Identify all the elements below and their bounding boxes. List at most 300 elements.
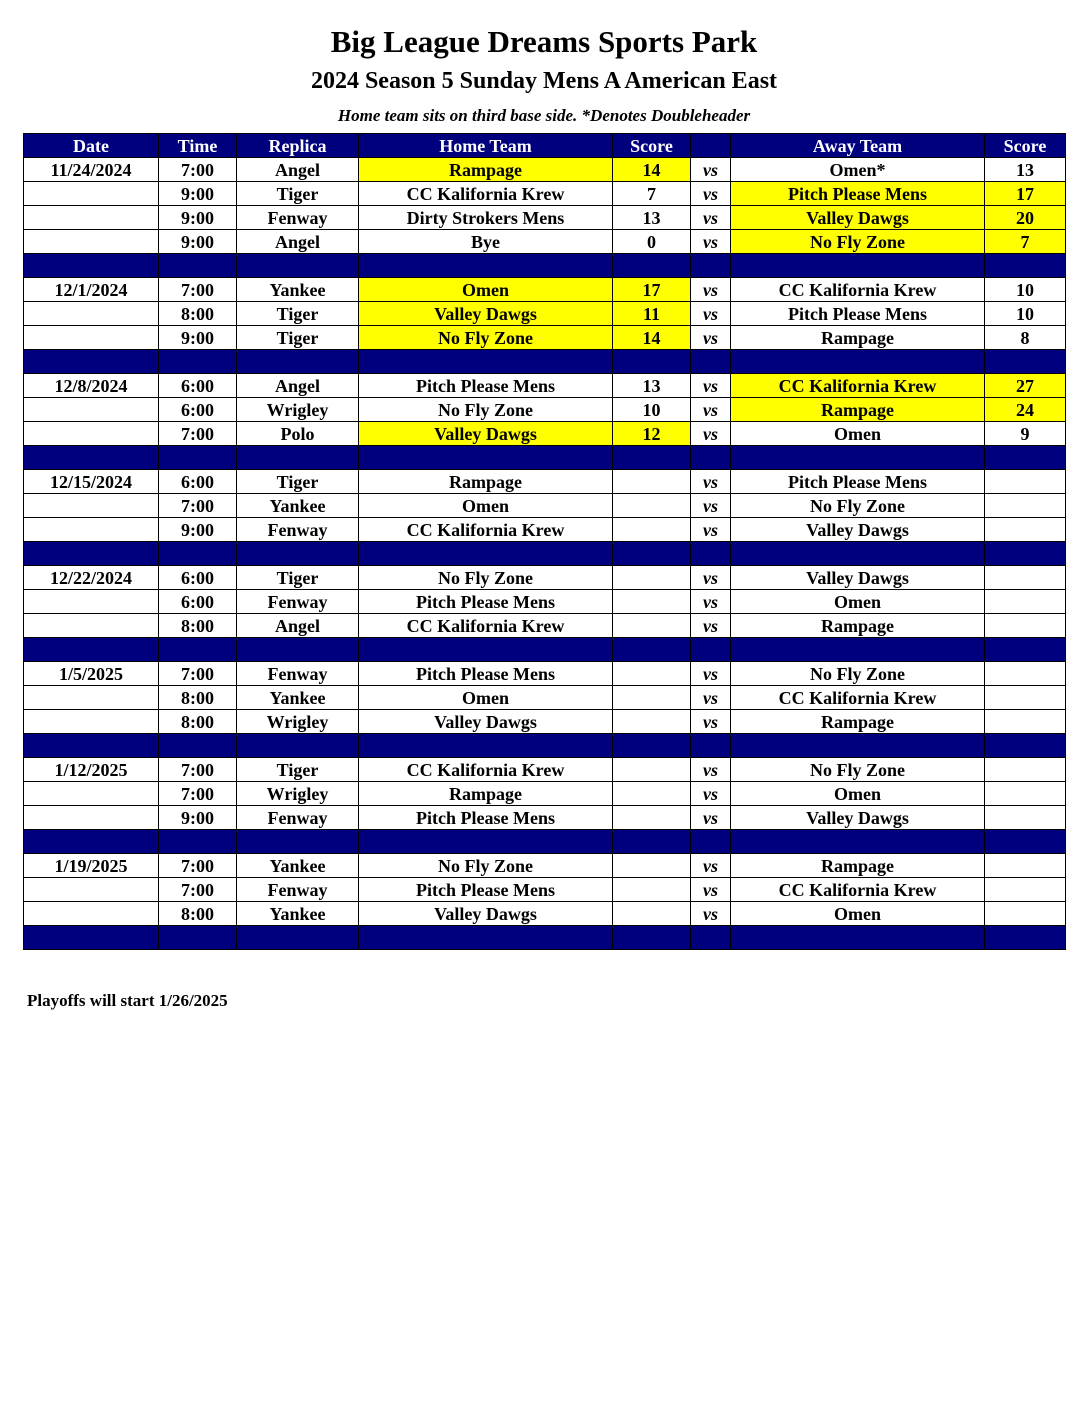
separator-cell [159, 350, 237, 374]
separator-cell [985, 542, 1066, 566]
game-date: 12/8/2024 [24, 374, 159, 398]
home-team: Dirty Strokers Mens [359, 206, 613, 230]
separator-cell [985, 350, 1066, 374]
separator-cell [24, 926, 159, 950]
separator-cell [613, 350, 691, 374]
game-date [24, 518, 159, 542]
game-time: 9:00 [159, 806, 237, 830]
home-score: 14 [613, 158, 691, 182]
away-team: CC Kalifornia Krew [731, 374, 985, 398]
vs-label: vs [691, 878, 731, 902]
away-team: Rampage [731, 398, 985, 422]
vs-label: vs [691, 614, 731, 638]
away-team: Rampage [731, 326, 985, 350]
away-score: 13 [985, 158, 1066, 182]
separator-cell [237, 830, 359, 854]
game-time: 7:00 [159, 782, 237, 806]
col-header-home-team: Home Team [359, 134, 613, 158]
schedule-body [24, 158, 1066, 950]
header-row [24, 134, 1066, 158]
page-title: Big League Dreams Sports Park [330, 24, 758, 59]
game-time: 6:00 [159, 566, 237, 590]
separator-cell [359, 926, 613, 950]
home-score [613, 590, 691, 614]
away-team: CC Kalifornia Krew [731, 278, 985, 302]
away-score: 8 [985, 326, 1066, 350]
home-score: 11 [613, 302, 691, 326]
away-score [985, 854, 1066, 878]
game-row [24, 806, 1066, 830]
game-date [24, 590, 159, 614]
home-team: Rampage [359, 470, 613, 494]
away-team: No Fly Zone [731, 494, 985, 518]
home-team: CC Kalifornia Krew [359, 758, 613, 782]
separator-cell [159, 734, 237, 758]
separator-cell [613, 638, 691, 662]
game-date: 11/24/2024 [24, 158, 159, 182]
home-team: Rampage [359, 158, 613, 182]
vs-label: vs [691, 566, 731, 590]
game-row [24, 158, 1066, 182]
vs-label: vs [691, 806, 731, 830]
game-date: 12/1/2024 [24, 278, 159, 302]
separator-cell [731, 446, 985, 470]
vs-label: vs [691, 662, 731, 686]
vs-label: vs [691, 158, 731, 182]
away-score [985, 470, 1066, 494]
vs-label: vs [691, 710, 731, 734]
game-date [24, 182, 159, 206]
game-replica: Yankee [237, 494, 359, 518]
game-row [24, 614, 1066, 638]
away-score [985, 710, 1066, 734]
away-team: Omen [731, 422, 985, 446]
game-time: 8:00 [159, 710, 237, 734]
separator-cell [731, 734, 985, 758]
col-header-replica: Replica [237, 134, 359, 158]
separator-cell [985, 734, 1066, 758]
away-score: 20 [985, 206, 1066, 230]
game-replica: Tiger [237, 182, 359, 206]
separator-cell [237, 350, 359, 374]
game-row [24, 494, 1066, 518]
home-team: CC Kalifornia Krew [359, 614, 613, 638]
game-row [24, 374, 1066, 398]
away-team: Rampage [731, 854, 985, 878]
away-score [985, 782, 1066, 806]
game-replica: Yankee [237, 902, 359, 926]
game-time: 7:00 [159, 854, 237, 878]
col-header-vs [691, 134, 731, 158]
separator-cell [613, 254, 691, 278]
separator-cell [985, 926, 1066, 950]
home-score [613, 566, 691, 590]
game-date: 12/15/2024 [24, 470, 159, 494]
separator-cell [985, 638, 1066, 662]
col-header-away-team: Away Team [731, 134, 985, 158]
away-score [985, 686, 1066, 710]
away-team: Omen [731, 902, 985, 926]
home-team: Omen [359, 686, 613, 710]
away-score [985, 758, 1066, 782]
vs-label: vs [691, 398, 731, 422]
game-date [24, 806, 159, 830]
away-score [985, 662, 1066, 686]
home-score [613, 494, 691, 518]
home-team: No Fly Zone [359, 854, 613, 878]
away-team: CC Kalifornia Krew [731, 686, 985, 710]
game-time: 6:00 [159, 374, 237, 398]
week-separator-row [24, 638, 1066, 662]
game-time: 8:00 [159, 902, 237, 926]
game-time: 7:00 [159, 878, 237, 902]
game-date [24, 614, 159, 638]
game-time: 7:00 [159, 758, 237, 782]
game-time: 8:00 [159, 614, 237, 638]
game-date [24, 398, 159, 422]
away-score [985, 614, 1066, 638]
home-team: Valley Dawgs [359, 422, 613, 446]
home-team: Pitch Please Mens [359, 878, 613, 902]
game-row [24, 470, 1066, 494]
separator-cell [237, 734, 359, 758]
home-team: Bye [359, 230, 613, 254]
away-team: Valley Dawgs [731, 206, 985, 230]
game-date [24, 902, 159, 926]
game-replica: Fenway [237, 878, 359, 902]
page-subtitle: 2024 Season 5 Sunday Mens A American East [310, 68, 778, 94]
home-score: 12 [613, 422, 691, 446]
home-score [613, 662, 691, 686]
week-separator-row [24, 446, 1066, 470]
separator-cell [359, 350, 613, 374]
col-header-away-score: Score [985, 134, 1066, 158]
away-score: 24 [985, 398, 1066, 422]
separator-cell [24, 254, 159, 278]
home-score: 17 [613, 278, 691, 302]
separator-cell [731, 350, 985, 374]
game-date [24, 302, 159, 326]
separator-cell [237, 638, 359, 662]
game-time: 7:00 [159, 494, 237, 518]
game-row [24, 182, 1066, 206]
home-score [613, 806, 691, 830]
vs-label: vs [691, 422, 731, 446]
vs-label: vs [691, 302, 731, 326]
vs-label: vs [691, 902, 731, 926]
col-header-date: Date [24, 134, 159, 158]
vs-label: vs [691, 758, 731, 782]
game-time: 8:00 [159, 686, 237, 710]
vs-label: vs [691, 230, 731, 254]
home-team: Pitch Please Mens [359, 374, 613, 398]
week-separator-row [24, 734, 1066, 758]
away-score [985, 590, 1066, 614]
home-team: Pitch Please Mens [359, 662, 613, 686]
week-separator-row [24, 350, 1066, 374]
game-time: 6:00 [159, 398, 237, 422]
home-team: Valley Dawgs [359, 710, 613, 734]
away-score: 27 [985, 374, 1066, 398]
game-row [24, 206, 1066, 230]
separator-cell [237, 542, 359, 566]
vs-label: vs [691, 518, 731, 542]
game-replica: Tiger [237, 758, 359, 782]
game-time: 8:00 [159, 302, 237, 326]
game-replica: Tiger [237, 566, 359, 590]
away-score: 10 [985, 278, 1066, 302]
home-score: 14 [613, 326, 691, 350]
vs-label: vs [691, 206, 731, 230]
separator-cell [985, 830, 1066, 854]
col-header-time: Time [159, 134, 237, 158]
game-date [24, 326, 159, 350]
separator-cell [731, 926, 985, 950]
separator-cell [691, 446, 731, 470]
game-time: 9:00 [159, 518, 237, 542]
separator-cell [731, 638, 985, 662]
separator-cell [159, 830, 237, 854]
separator-cell [691, 926, 731, 950]
game-replica: Yankee [237, 686, 359, 710]
home-team: Pitch Please Mens [359, 806, 613, 830]
separator-cell [159, 542, 237, 566]
away-score [985, 494, 1066, 518]
week-separator-row [24, 830, 1066, 854]
game-replica: Fenway [237, 590, 359, 614]
game-replica: Polo [237, 422, 359, 446]
game-row [24, 566, 1066, 590]
separator-cell [691, 254, 731, 278]
game-row [24, 686, 1066, 710]
home-team: No Fly Zone [359, 326, 613, 350]
game-time: 7:00 [159, 158, 237, 182]
away-score [985, 566, 1066, 590]
separator-cell [237, 254, 359, 278]
away-score: 9 [985, 422, 1066, 446]
away-score [985, 878, 1066, 902]
game-date: 1/12/2025 [24, 758, 159, 782]
separator-cell [613, 830, 691, 854]
away-team: Pitch Please Mens [731, 470, 985, 494]
separator-cell [24, 542, 159, 566]
home-team: CC Kalifornia Krew [359, 518, 613, 542]
separator-cell [359, 254, 613, 278]
separator-cell [359, 542, 613, 566]
game-row [24, 758, 1066, 782]
home-score [613, 902, 691, 926]
game-replica: Angel [237, 374, 359, 398]
game-row [24, 782, 1066, 806]
game-date [24, 206, 159, 230]
game-row [24, 230, 1066, 254]
week-separator-row [24, 542, 1066, 566]
game-date [24, 494, 159, 518]
home-team: Omen [359, 494, 613, 518]
game-row [24, 590, 1066, 614]
schedule-table [23, 133, 1066, 950]
away-score: 10 [985, 302, 1066, 326]
game-replica: Fenway [237, 806, 359, 830]
separator-cell [24, 830, 159, 854]
separator-cell [613, 446, 691, 470]
week-separator-row [24, 254, 1066, 278]
away-team: Pitch Please Mens [731, 302, 985, 326]
game-date: 1/19/2025 [24, 854, 159, 878]
home-team: Valley Dawgs [359, 302, 613, 326]
away-team: Valley Dawgs [731, 518, 985, 542]
game-row [24, 278, 1066, 302]
home-team: Rampage [359, 782, 613, 806]
vs-label: vs [691, 494, 731, 518]
home-score [613, 758, 691, 782]
separator-cell [24, 638, 159, 662]
game-row [24, 878, 1066, 902]
game-time: 9:00 [159, 206, 237, 230]
home-team: CC Kalifornia Krew [359, 182, 613, 206]
game-replica: Tiger [237, 470, 359, 494]
game-time: 9:00 [159, 230, 237, 254]
vs-label: vs [691, 854, 731, 878]
separator-cell [237, 926, 359, 950]
game-date [24, 230, 159, 254]
vs-label: vs [691, 326, 731, 350]
game-replica: Angel [237, 614, 359, 638]
away-team: Valley Dawgs [731, 806, 985, 830]
away-team: CC Kalifornia Krew [731, 878, 985, 902]
vs-label: vs [691, 278, 731, 302]
separator-cell [691, 830, 731, 854]
separator-cell [613, 542, 691, 566]
away-score [985, 806, 1066, 830]
game-replica: Wrigley [237, 398, 359, 422]
game-row [24, 518, 1066, 542]
separator-cell [237, 446, 359, 470]
playoffs-note: Playoffs will start 1/26/2025 [27, 991, 228, 1010]
game-date [24, 710, 159, 734]
separator-cell [359, 446, 613, 470]
game-replica: Wrigley [237, 710, 359, 734]
vs-label: vs [691, 782, 731, 806]
game-time: 7:00 [159, 662, 237, 686]
separator-cell [613, 734, 691, 758]
home-score [613, 854, 691, 878]
separator-cell [359, 734, 613, 758]
game-row [24, 398, 1066, 422]
separator-cell [691, 350, 731, 374]
separator-cell [159, 254, 237, 278]
game-row [24, 662, 1066, 686]
separator-cell [985, 254, 1066, 278]
game-time: 7:00 [159, 278, 237, 302]
home-score: 13 [613, 374, 691, 398]
col-header-home-score: Score [613, 134, 691, 158]
home-score [613, 614, 691, 638]
game-time: 9:00 [159, 326, 237, 350]
home-score: 10 [613, 398, 691, 422]
home-score: 13 [613, 206, 691, 230]
game-replica: Angel [237, 230, 359, 254]
home-score: 0 [613, 230, 691, 254]
home-score [613, 470, 691, 494]
home-score [613, 710, 691, 734]
game-replica: Fenway [237, 206, 359, 230]
game-replica: Angel [237, 158, 359, 182]
away-team: No Fly Zone [731, 662, 985, 686]
away-team: Pitch Please Mens [731, 182, 985, 206]
game-time: 6:00 [159, 590, 237, 614]
separator-cell [691, 734, 731, 758]
game-date: 12/22/2024 [24, 566, 159, 590]
game-replica: Fenway [237, 662, 359, 686]
game-row [24, 422, 1066, 446]
separator-cell [159, 638, 237, 662]
game-row [24, 326, 1066, 350]
home-team: Omen [359, 278, 613, 302]
away-team: Rampage [731, 710, 985, 734]
game-replica: Fenway [237, 518, 359, 542]
vs-label: vs [691, 182, 731, 206]
separator-cell [159, 926, 237, 950]
game-row [24, 302, 1066, 326]
game-date [24, 782, 159, 806]
separator-cell [24, 734, 159, 758]
separator-cell [985, 446, 1066, 470]
game-replica: Yankee [237, 854, 359, 878]
away-team: Omen [731, 782, 985, 806]
game-replica: Tiger [237, 326, 359, 350]
game-date [24, 878, 159, 902]
game-date: 1/5/2025 [24, 662, 159, 686]
game-row [24, 710, 1066, 734]
game-time: 6:00 [159, 470, 237, 494]
vs-label: vs [691, 374, 731, 398]
away-score [985, 518, 1066, 542]
vs-label: vs [691, 470, 731, 494]
separator-cell [691, 542, 731, 566]
away-team: Omen [731, 590, 985, 614]
home-team: No Fly Zone [359, 398, 613, 422]
home-score: 7 [613, 182, 691, 206]
away-score: 17 [985, 182, 1066, 206]
home-score [613, 518, 691, 542]
week-separator-row [24, 926, 1066, 950]
away-team: No Fly Zone [731, 758, 985, 782]
separator-cell [691, 638, 731, 662]
game-row [24, 854, 1066, 878]
game-row [24, 902, 1066, 926]
game-time: 9:00 [159, 182, 237, 206]
home-team: Valley Dawgs [359, 902, 613, 926]
game-replica: Tiger [237, 302, 359, 326]
separator-cell [731, 542, 985, 566]
separator-cell [24, 446, 159, 470]
vs-label: vs [691, 686, 731, 710]
game-date [24, 686, 159, 710]
home-score [613, 878, 691, 902]
page-note: Home team sits on third base side. *Denotes Doubleheader [337, 106, 751, 125]
game-time: 7:00 [159, 422, 237, 446]
away-team: Valley Dawgs [731, 566, 985, 590]
game-date [24, 422, 159, 446]
home-score [613, 782, 691, 806]
separator-cell [359, 830, 613, 854]
separator-cell [159, 446, 237, 470]
home-team: Pitch Please Mens [359, 590, 613, 614]
separator-cell [24, 350, 159, 374]
vs-label: vs [691, 590, 731, 614]
home-score [613, 686, 691, 710]
